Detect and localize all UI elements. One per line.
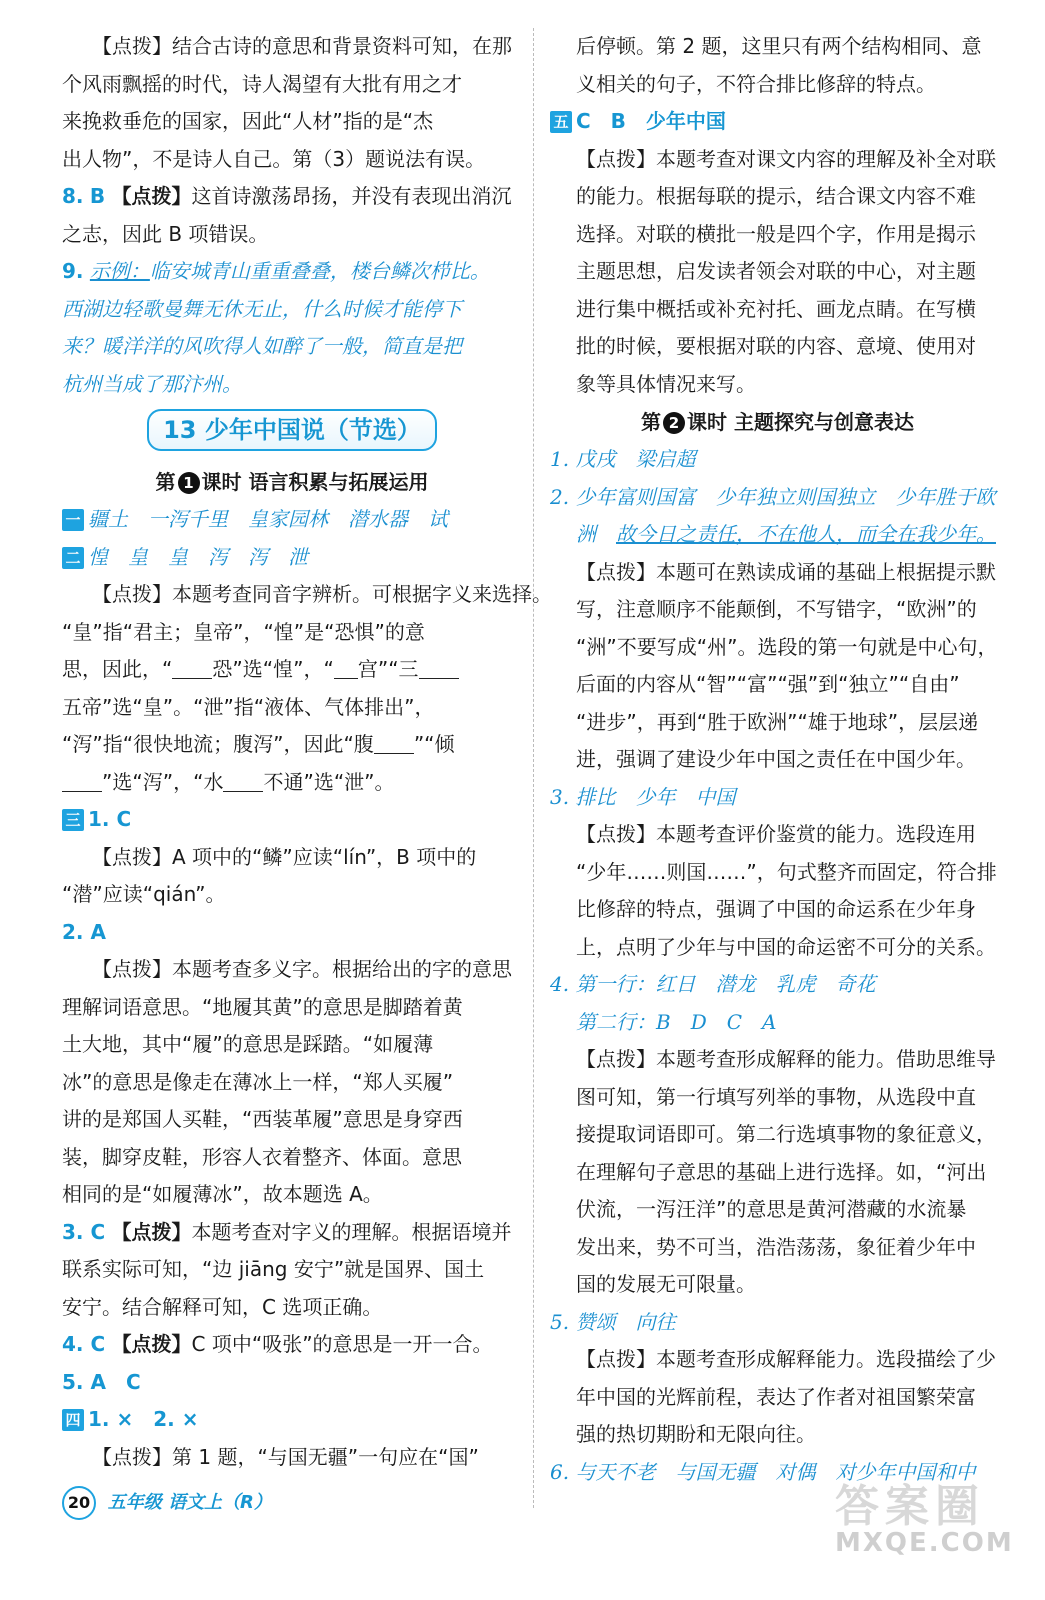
text-line: “皇”指“君主；皇帝”，“惶”是“恐惧”的意 <box>62 619 425 644</box>
blank-line <box>62 773 102 792</box>
hint-tag: 【点拨】 <box>111 184 192 208</box>
hint-tag: 【点拨】 <box>111 1219 192 1244</box>
part-3 <box>62 801 522 839</box>
lesson-title-text: 13 少年中国说（节选） <box>147 409 437 451</box>
page-number: 20 <box>62 1486 96 1520</box>
part-4 <box>62 1401 522 1439</box>
text-line: 进，强调了建设少年中国之责任在中国少年。 <box>576 747 976 771</box>
lesson-number-badge: 1 <box>178 472 200 494</box>
part-marker: 三 <box>62 809 84 831</box>
part-2 <box>62 539 522 577</box>
answer-text: 5. A C <box>62 1369 141 1394</box>
text-line: 国的发展无可限量。 <box>576 1272 756 1296</box>
blank-line <box>334 660 358 679</box>
text-fragment: 恐”选“惶”，“ <box>212 657 334 681</box>
text-line: 在理解句子意思的基础上进行选择。如，“河出 <box>576 1159 987 1184</box>
handwritten-answer: 4. 第一行：红日 潜龙 乳虎 奇花 <box>550 972 876 996</box>
text-line <box>62 764 522 802</box>
watermark <box>835 1470 1030 1590</box>
text-line: 进行集中概括或补充衬托、画龙点睛。在写横 <box>576 296 976 321</box>
text-fragment: “泻”指“很快地流；腹泻”，因此“腹 <box>62 732 374 756</box>
handwritten-answer: 惶 皇 皇 泻 泻 泄 <box>88 544 308 569</box>
text-line: 出人物”，不是诗人自己。第（3）题说法有误。 <box>62 146 486 171</box>
text-line: 象等具体情况来写。 <box>576 371 756 396</box>
hint-text: C 项中“吸张”的意思是一开一合。 <box>191 1332 493 1356</box>
text-line: “进步”，再到“胜于欧洲”“雄于地球”，层层递 <box>576 709 979 734</box>
text-line: 五帝”选“皇”。“泄”指“液体、气体排出”， <box>62 694 435 719</box>
text-line: 来挽救垂危的国家，因此“人材”指的是“杰 <box>62 109 434 133</box>
answer-text: C B 少年中国 <box>576 109 726 133</box>
left-column <box>62 28 552 1476</box>
text-line: 【点拨】A 项中的“鳞”应读“lín”，B 项中的 <box>92 844 477 869</box>
section-heading <box>62 463 522 501</box>
text-line: “少年……则国……”，句式整齐而固定，符合排 <box>576 859 997 884</box>
section-prefix: 第 <box>155 470 176 494</box>
answer <box>62 1364 522 1402</box>
handwritten-answer: 来？暖洋洋的风吹得人如醉了一般，简直是把 <box>62 334 462 358</box>
question-number: 9. <box>62 259 84 283</box>
blank-line <box>419 660 459 679</box>
handwritten-answer: 西湖边轻歌曼舞无休无止，什么时候才能停下 <box>62 296 462 321</box>
page-footer <box>62 1486 272 1518</box>
text-fragment: ”“倾 <box>413 732 455 756</box>
text-line: 发出来，势不可当，浩浩荡荡，象征着少年中 <box>576 1234 976 1259</box>
text-fragment: ”选“泻”，“水 <box>102 769 224 794</box>
right-column <box>550 28 1005 1491</box>
book-label: 五年级 语文上（R） <box>107 1492 272 1513</box>
hint-text: 本题考查对字义的理解。根据语境并 <box>191 1219 512 1244</box>
part-1 <box>62 501 522 539</box>
text-line: 【点拨】本题考查形成解释的能力。借助思维导 <box>576 1047 996 1071</box>
text-line: 安宁。结合解释可知，C 选项正确。 <box>62 1294 383 1319</box>
text-line: 图可知，第一行填写列举的事物，从选段中直 <box>576 1084 976 1109</box>
answer-text: 4. C <box>62 1332 106 1356</box>
watermark-logo-text: 答案圈 <box>835 1481 985 1532</box>
text-line: 义相关的句子，不符合排比修辞的特点。 <box>576 71 936 96</box>
handwritten-answer: 5. 赞颂 向往 <box>550 1309 676 1334</box>
text-line: 比修辞的特点，强调了中国的命运系在少年身 <box>576 897 976 921</box>
text-line: 土大地，其中“履”的意思是踩踏。“如履薄 <box>62 1032 434 1056</box>
question-number: 8. <box>62 184 84 208</box>
part-marker: 二 <box>62 547 84 569</box>
text-line: 后面的内容从“智”“富”“强”到“独立”“自由” <box>576 672 960 696</box>
handwritten-answer: 疆土 一泻千里 皇家园林 潜水器 试 <box>88 507 448 531</box>
text-line: 【点拨】本题考查多义字。根据给出的字的意思 <box>92 957 512 981</box>
handwritten-answer: 2. 少年富则国富 少年独立则国独立 少年胜于欧 <box>550 484 996 509</box>
text-line: 年中国的光辉前程，表达了作者对祖国繁荣富 <box>576 1384 976 1409</box>
answer-8 <box>62 178 522 216</box>
answer <box>62 1326 522 1364</box>
text-line: 【点拨】本题考查评价鉴赏的能力。选段连用 <box>576 822 976 846</box>
part-marker: 一 <box>62 509 84 531</box>
text-line: 主题思想，启发读者领会对联的中心，对主题 <box>576 259 976 283</box>
text-line: 冰”的意思是像走在薄冰上一样，“郑人买履” <box>62 1069 454 1094</box>
answer-text: 1. × 2. × <box>88 1407 199 1431</box>
text-line: 【点拨】第 1 题，“与国无疆”一句应在“国” <box>92 1444 479 1469</box>
text-line: 的能力。根据每联的提示，结合课文内容不难 <box>576 184 976 208</box>
text-line: 【点拨】本题考查形成解释能力。选段描绘了少 <box>576 1347 996 1371</box>
text-line: 理解词语意思。“地履其黄”的意思是脚踏着黄 <box>62 994 463 1019</box>
blank-line <box>172 660 212 679</box>
text-line: 选择。对联的横批一般是四个字，作用是揭示 <box>576 221 976 246</box>
text-line <box>62 651 522 689</box>
handwritten-answer: 第二行：B D C A <box>576 1009 777 1034</box>
text-line: 联系实际可知，“边 jiāng 安宁”就是国界、国土 <box>62 1257 485 1281</box>
column-divider <box>533 28 534 1508</box>
answer-9 <box>62 253 522 291</box>
text-line: 【点拨】本题考查对课文内容的理解及补全对联 <box>576 146 996 171</box>
text-fragment: 宫”“三 <box>357 657 419 681</box>
text-fragment: 思，因此，“ <box>62 657 173 681</box>
text-line: 讲的是郑国人买鞋，“西装革履”意思是身穿西 <box>62 1107 463 1131</box>
answer-line <box>550 516 1005 554</box>
text-fragment: 不通”选“泄”。 <box>263 769 395 794</box>
section-heading <box>550 403 1005 441</box>
part-5 <box>550 103 1005 141</box>
text-line: 装，脚穿皮鞋，形容人衣着整齐、体面。意思 <box>62 1144 462 1169</box>
handwritten-answer: 故今日之责任，不在他人，而全在我少年。 <box>616 522 996 546</box>
watermark-url: MXQE.COM <box>835 1528 1014 1558</box>
section-title: 课时 主题探究与创意表达 <box>687 410 914 434</box>
blank-line <box>223 773 263 792</box>
handwritten-answer: 杭州当成了那汴州。 <box>62 371 242 396</box>
text-line: 【点拨】结合古诗的意思和背景资料可知，在那 <box>92 34 512 58</box>
text-line: 个风雨飘摇的时代，诗人渴望有大批有用之才 <box>62 71 462 96</box>
answer-text: 3. C <box>62 1219 106 1244</box>
handwritten-answer: 3. 排比 少年 中国 <box>550 784 736 809</box>
lesson-title <box>62 407 522 459</box>
hint-tag: 【点拨】 <box>111 1332 192 1356</box>
text-line <box>62 726 522 764</box>
text-line: 上，点明了少年与中国的命运密不可分的关系。 <box>576 934 996 959</box>
text-line: “洲”不要写成“州”。选段的第一句就是中心句， <box>576 634 998 659</box>
hint-text: 这首诗激荡昂扬，并没有表现出消沉 <box>191 184 512 208</box>
section-title: 课时 语言积累与拓展运用 <box>201 470 429 494</box>
answer-letter: B <box>89 184 106 208</box>
text-line: “潜”应读“qián”。 <box>62 882 226 906</box>
section-prefix: 第 <box>641 410 662 434</box>
answer: 1. C <box>88 807 132 831</box>
lesson-number-badge: 2 <box>663 412 685 434</box>
answer <box>62 1214 522 1252</box>
handwritten-answer: 6. 与天不老 与国无疆 对偶 对少年中国和中 <box>550 1459 976 1484</box>
text-line: 【点拨】本题考查同音字辨析。可根据字义来选择。 <box>92 582 552 606</box>
blank-line <box>374 735 414 754</box>
text-line: 【点拨】本题可在熟读成诵的基础上根据提示默 <box>576 559 996 584</box>
answer-text: 2. A <box>62 919 106 944</box>
text-line: 写，注意顺序不能颠倒，不写错字，“欧洲”的 <box>576 597 977 621</box>
text-line: 强的热切期盼和无限向往。 <box>576 1422 816 1446</box>
text-line: 批的时候，要根据对联的内容、意境、使用对 <box>576 334 976 358</box>
part-marker: 四 <box>62 1409 84 1431</box>
text-line: 伏流，一泻汪洋”的意思是黄河潜藏的水流暴 <box>576 1197 967 1221</box>
text-line: 接提取词语即可。第二行选填事物的象征意义， <box>576 1122 996 1146</box>
part-marker: 五 <box>550 111 572 133</box>
text-line: 后停顿。第 2 题，这里只有两个结构相同、意 <box>576 34 982 58</box>
answer <box>62 914 522 952</box>
handwritten-answer: 洲 <box>576 522 616 546</box>
handwritten-answer: 临安城青山重重叠叠，楼台鳞次栉比。 <box>149 259 490 283</box>
text-line: 之志，因此 B 项错误。 <box>62 221 269 246</box>
example-label: 示例： <box>89 259 150 283</box>
handwritten-answer: 1. 戊戌 梁启超 <box>550 447 696 471</box>
text-line: 相同的是“如履薄冰”，故本题选 A。 <box>62 1182 383 1206</box>
